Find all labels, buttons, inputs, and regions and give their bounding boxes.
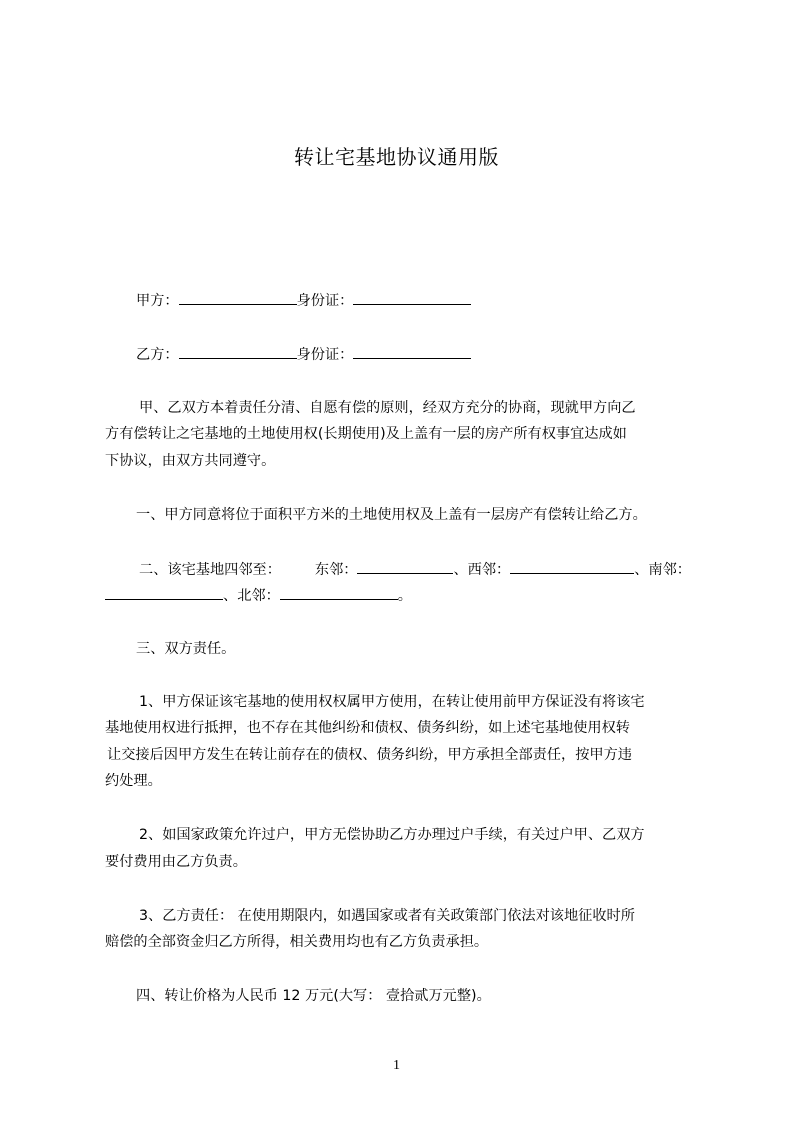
south-neighbor-blank[interactable] [105, 585, 223, 600]
west-neighbor-blank[interactable] [510, 559, 634, 574]
north-neighbor-blank[interactable] [280, 585, 398, 600]
east-neighbor-blank[interactable] [357, 559, 453, 574]
clause-3-heading: 三、双方责任。 [136, 641, 236, 657]
clause-3-item-3-line-1: 3、乙方责任： 在使用期限内，如遇国家或者有关政策部门依法对该地征收时所 [139, 908, 635, 924]
party-a-id-label: 身份证： [296, 293, 354, 309]
party-b-id-label: 身份证： [296, 347, 354, 363]
party-b-label: 乙方： [136, 347, 179, 363]
clause-2-line-1 [139, 559, 691, 580]
party-a-label: 甲方： [136, 293, 179, 309]
clause-2-prefix: 二、该宅基地四邻至： [139, 562, 281, 578]
clause-3-item-1-line-2: 基地使用权进行抵押，也不存在其他纠纷和债权、债务纠纷，如上述宅基地使用权转 [105, 720, 630, 736]
page-title: 转让宅基地协议通用版 [294, 145, 499, 169]
intro-line-3: 下协议，由双方共同遵守。 [105, 453, 276, 469]
clause-3-item-1-line-1: 1、甲方保证该宅基地的使用权权属甲方使用，在转让使用前甲方保证没有将该宅 [139, 694, 645, 710]
clause-2-line-2 [105, 585, 412, 606]
south-neighbor-label: 、南邻： [634, 562, 691, 578]
clause-1: 一、甲方同意将位于面积平方米的土地使用权及上盖有一层房产有偿转让给乙方。 [136, 507, 647, 523]
clause-3-item-2-line-1: 2、如国家政策允许过户，甲方无偿协助乙方办理过户手续，有关过户甲、乙双方 [139, 827, 645, 843]
party-b-id-blank[interactable] [353, 344, 471, 359]
clause-3-item-1-line-4: 约处理。 [105, 773, 162, 789]
west-neighbor-label: 、西邻： [453, 562, 511, 578]
clause-3-item-3-line-2: 赔偿的全部资金归乙方所得，相关费用均也有乙方负责承担。 [105, 934, 489, 950]
clause-3-item-1-line-3: 让交接后因甲方发生在转让前存在的债权、债务纠纷，甲方承担全部责任，按甲方违 [107, 747, 632, 763]
clause-2-end: 。 [397, 588, 412, 604]
party-b-line [136, 344, 471, 365]
party-a-line [136, 290, 471, 311]
clause-3-item-2-line-2: 要付费用由乙方负责。 [105, 854, 247, 870]
party-a-name-blank[interactable] [179, 290, 297, 305]
east-neighbor-label: 东邻： [314, 562, 358, 578]
clause-4: 四、转让价格为人民币 12 万元(大写： 壹拾贰万元整)。 [136, 988, 491, 1004]
intro-line-2: 方有偿转让之宅基地的土地使用权(长期使用)及上盖有一层的房产所有权事宜达成如 [105, 426, 627, 442]
party-a-id-blank[interactable] [353, 290, 471, 305]
north-neighbor-label: 、北邻： [223, 588, 280, 604]
party-b-name-blank[interactable] [179, 344, 297, 359]
page-number: 1 [393, 1058, 400, 1073]
intro-line-1: 甲、乙双方本着责任分清、自愿有偿的原则，经双方充分的协商，现就甲方向乙 [139, 400, 636, 416]
